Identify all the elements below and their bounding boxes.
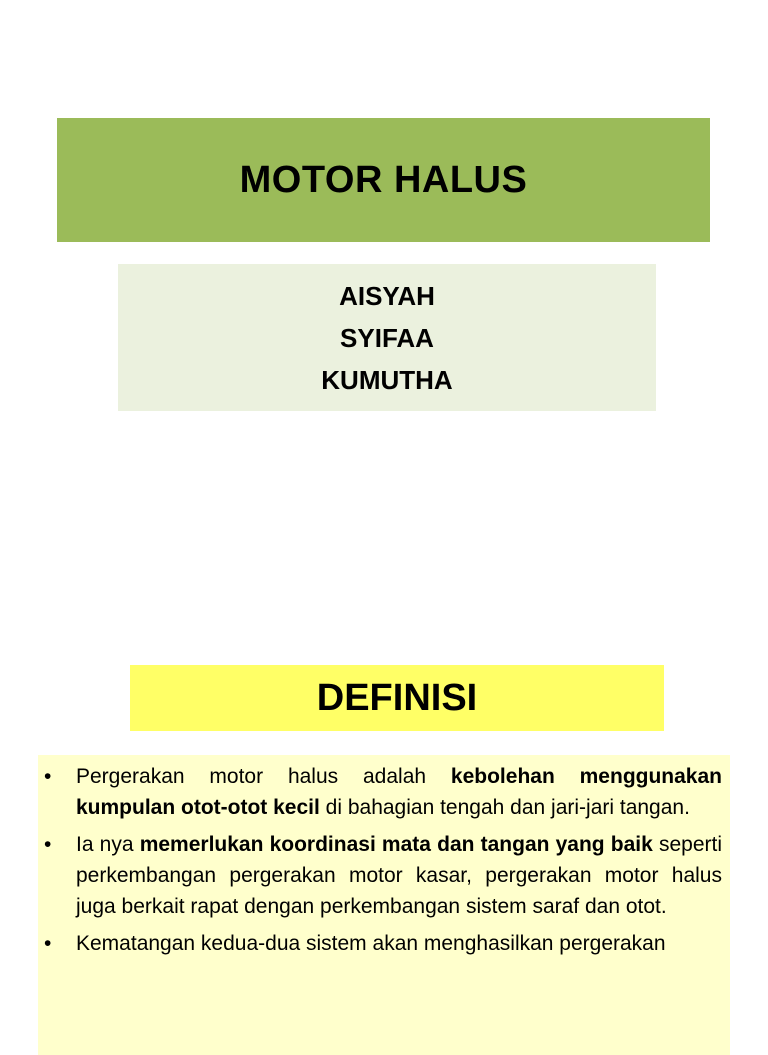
author-names-box (118, 264, 656, 411)
bullet-icon: • (44, 765, 52, 788)
list-item (38, 928, 722, 959)
definition-banner (130, 665, 664, 731)
list-item (38, 761, 722, 823)
point-text: Ia nya (76, 833, 140, 856)
author-name: KUMUTHA (321, 364, 453, 395)
point-text: di bahagian tengah dan jari-jari tangan. (319, 796, 690, 819)
definition-content (38, 755, 730, 1055)
bullet-icon: • (44, 932, 52, 955)
point-emphasis: memerlukan koordinasi mata dan tangan yang baik (139, 833, 653, 856)
point-text: Pergerakan motor halus adalah (76, 765, 451, 788)
point-text: Kematangan kedua-dua sistem akan menghasilkan pergerakan (76, 932, 666, 955)
definition-heading: DEFINISI (316, 676, 478, 719)
definition-list (38, 755, 730, 959)
list-item (38, 829, 722, 922)
author-name: SYIFAA (340, 322, 434, 353)
author-name: AISYAH (339, 280, 435, 311)
point-text: seperti perkembangan pergerakan motor kasar, pergerakan motor halus juga berkait rapat dengan perkembangan sistem saraf dan otot. (76, 833, 723, 918)
title-banner (57, 118, 710, 242)
bullet-icon: • (44, 833, 52, 856)
point-emphasis: kebolehan menggunakan kumpulan otot-otot kecil (76, 765, 722, 819)
slide-title: MOTOR HALUS (239, 158, 528, 201)
